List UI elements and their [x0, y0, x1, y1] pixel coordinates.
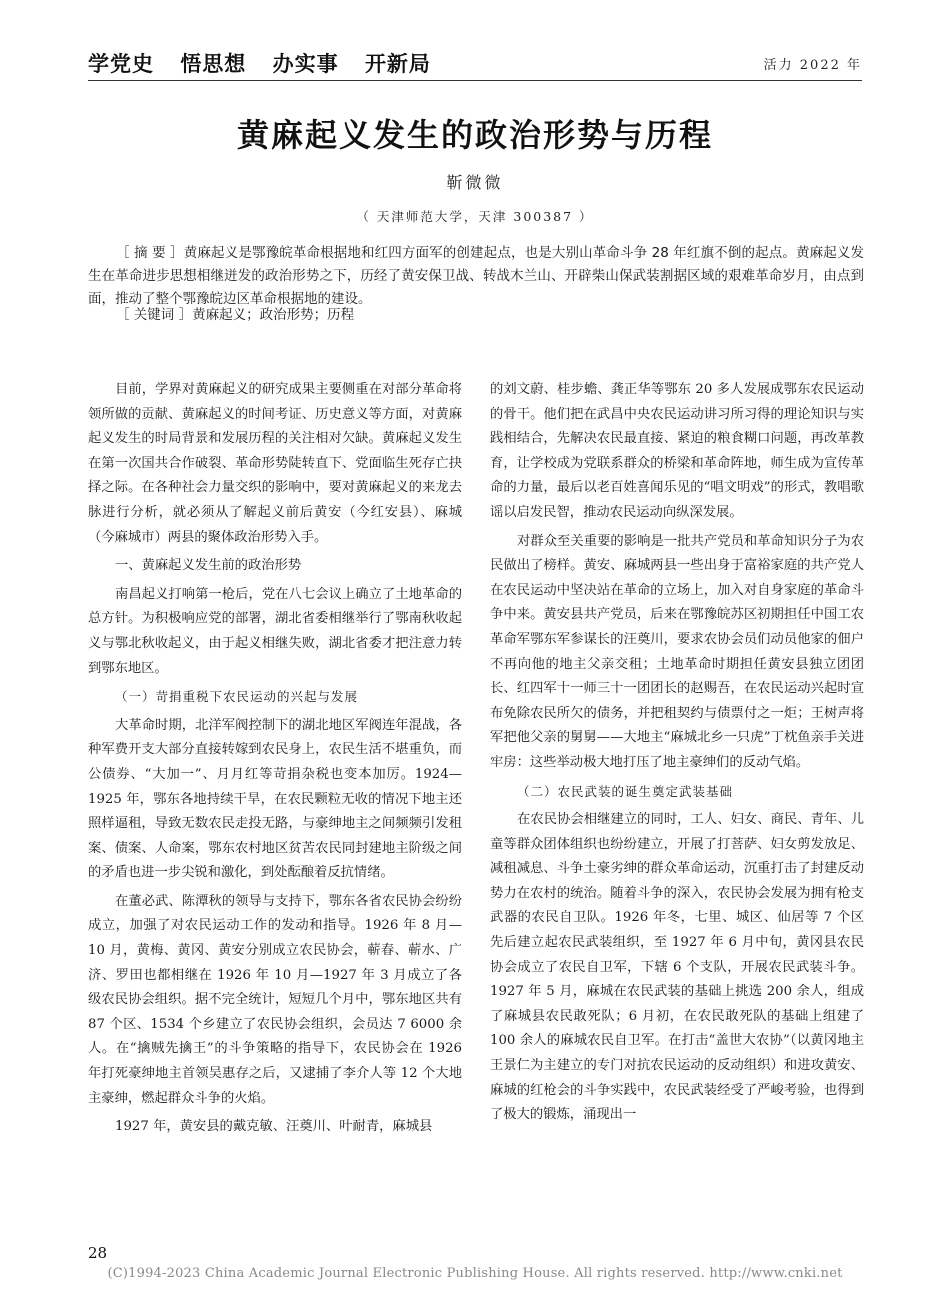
- subsection-heading: （二）农民武装的诞生奠定武装基础: [517, 783, 734, 799]
- affiliation: （ 天津师范大学，天津 300387 ）: [356, 209, 594, 224]
- copyright-footer: (C)1994-2023 China Academic Journal Electronic Publishing House. All rights reserved. http://www.cnki.net: [107, 1266, 843, 1281]
- page-number: 28: [88, 1244, 108, 1262]
- paragraph: 1927 年，黄安县的戴克敏、汪奠川、叶耐青，麻城县: [115, 1119, 433, 1135]
- section-label: 悟思想: [180, 52, 247, 76]
- section-label: 办实事: [272, 52, 339, 76]
- paragraph: 的刘文蔚、桂步蟾、龚正华等鄂东 20 多人发展成鄂东农民运动的骨干。他们把在武昌中央农民运动讲习所习得的理论知识与实践相结合，先解决农民最直接、紧迫的粮食糊口问题，再改革教育，让学校成为党联系群众的桥梁和革命阵地，师生成为宣传革命的力量，最后以老百姓喜闻乐见的“唱文明戏”的形式，教唱歌谣以启发民智，推动农民运动向纵深发展。: [490, 382, 864, 520]
- paragraph: 对群众至关重要的影响是一批共产党员和革命知识分子为农民做出了榜样。黄安、麻城两县一些出身于富裕家庭的共产党人在农民运动中坚决站在革命的立场上，加入对自身家庭的革命斗争中来。黄安县共产党员，后来在鄂豫皖苏区初期担任中国工农革命军鄂东军参谋长的汪奠川，要求农协会员们动员他家的佃户不再向他的地主父亲交租；土地革命时期担任黄安县独立团团长、红四军十一师三十一团团长的赵赐吾，在农民运动兴起时宣布免除农民所欠的债务，并把租契约与债票付之一炬；王树声将军把他父亲的舅舅——大地主“麻城北乡一只虎”丁枕鱼亲手关进牢房：这些举动极大地打压了地主豪绅们的反动气焰。: [490, 533, 864, 770]
- running-header: [88, 44, 862, 80]
- keywords-label: ［ 关键词 ］: [116, 307, 193, 323]
- keywords-text: 黄麻起义；政治形势；历程: [192, 307, 355, 323]
- keywords: [88, 304, 864, 327]
- paragraph: 南昌起义打响第一枪后，党在八七会议上确立了土地革命的总方针。为积极响应党的部署，湖北省委相继举行了鄂南秋收起义与鄂北秋收起义，由于起义相继失败，湖北省委才把注意力转到鄂东地区。: [88, 586, 462, 676]
- column-sections: [88, 48, 449, 78]
- section-label: 学党史: [88, 52, 154, 76]
- left-column: [88, 378, 462, 1240]
- paragraph: 在董必武、陈潭秋的领导与支持下，鄂东各省农民协会纷纷成立，加强了对农民运动工作的发动和指导。1926 年 8 月—10 月，黄梅、黄冈、黄安分别成立农民协会，蕲春、蕲水、广济、罗田也都相继在 1926 年 10 月—1927 年 3 月成立了各级农民协会组织。据不完全统计，短短几个月中，鄂东地区共有 87 个区、1534 个乡建立了农民协会组织，会员达 7 6000 余人。在“擒贼先擒王”的斗争策略的指导下，农民协会在 1926 年打死豪绅地主首领吴惠存之后，又逮捕了李介人等 12 个大地主豪绅，燃起群众斗争的火焰。: [88, 893, 462, 1106]
- abstract-text: 黄麻起义是鄂豫皖革命根据地和红四方面军的创建起点，也是大别山革命斗争 28 年红旗不倒的起点。黄麻起义发生在革命进步思想相继迸发的政治形势之下，历经了黄安保卫战、转战木兰山、开辟柴山保武装割据区域的艰难革命岁月，由点到面，推动了整个鄂豫皖边区革命根据地的建设。: [88, 245, 864, 307]
- right-column: [490, 378, 864, 1240]
- paragraph: 在农民协会相继建立的同时，工人、妇女、商民、青年、儿童等群众团体组织也纷纷建立，开展了打菩萨、妇女剪发放足、减租减息、斗争土豪劣绅的群众革命运动，沉重打击了封建反动势力在农村的统治。随着斗争的深入，农民协会发展为拥有枪支武器的农民自卫队。1926 年冬，七里、城区、仙居等 7 个区先后建立起农民武装组织，至 1927 年 6 月中旬，黄冈县农民协会成立了农民自卫军，下辖 6 个支队，开展农民武装斗争。1927 年 5 月，麻城在农民武装的基础上挑选 200 余人，组成了麻城县农民敢死队；6 月初，在农民敢死队的基础上组建了 100 余人的麻城农民自卫军。在打击“盖世大农协”（以黄冈地主王景仁为主建立的专门对抗农民运动的反动组织）和进攻黄安、麻城的红枪会的斗争实践中，农民武装经受了严峻考验，也得到了极大的锻炼，涌现出一: [490, 812, 864, 1123]
- article-title: 黄麻起义发生的政治形势与历程: [236, 116, 713, 154]
- subsection-heading: （一）苛捐重税下农民运动的兴起与发展: [115, 689, 359, 705]
- paragraph: 大革命时期，北洋军阀控制下的湖北地区军阀连年混战，各种军费开支大部分直接转嫁到农民身上，农民生活不堪重负，而公债券、“大加一”、月月红等苛捐杂税也变本加厉。1924—1925 年，鄂东各地持续干旱，在农民颗粒无收的情况下地主还照样逼租，导致无数农民走投无路，与豪绅地主之间频频引发租案、债案、人命案，鄂东农村地区贫苦农民同封建地主阶级之间的矛盾也进一步尖锐和激化，到处酝酿着反抗情绪。: [88, 717, 462, 881]
- paragraph: 目前，学界对黄麻起义的研究成果主要侧重在对部分革命将领所做的贡献、黄麻起义的时间考证、历史意义等方面，对黄麻起义发生的时局背景和发展历程的关注相对欠缺。黄麻起义发生在第一次国共合作破裂、革命形势陡转直下、党面临生死存亡抉择之际。在各种社会力量交织的影响中，要对黄麻起义的来龙去脉进行分析，就必须从了解起义前后黄安（今红安县）、麻城（今麻城市）两县的聚体政治形势入手。: [88, 382, 462, 545]
- journal-name: 活力 2022 年: [763, 58, 862, 73]
- abstract-label: ［ 摘 要 ］: [116, 245, 184, 261]
- body-columns: [88, 378, 864, 1240]
- section-heading: 一、黄麻起义发生前的政治形势: [115, 558, 302, 574]
- author-name: 靳微微: [446, 173, 504, 192]
- header-divider: [88, 80, 862, 81]
- abstract: [88, 242, 864, 311]
- section-label: 开新局: [364, 52, 431, 76]
